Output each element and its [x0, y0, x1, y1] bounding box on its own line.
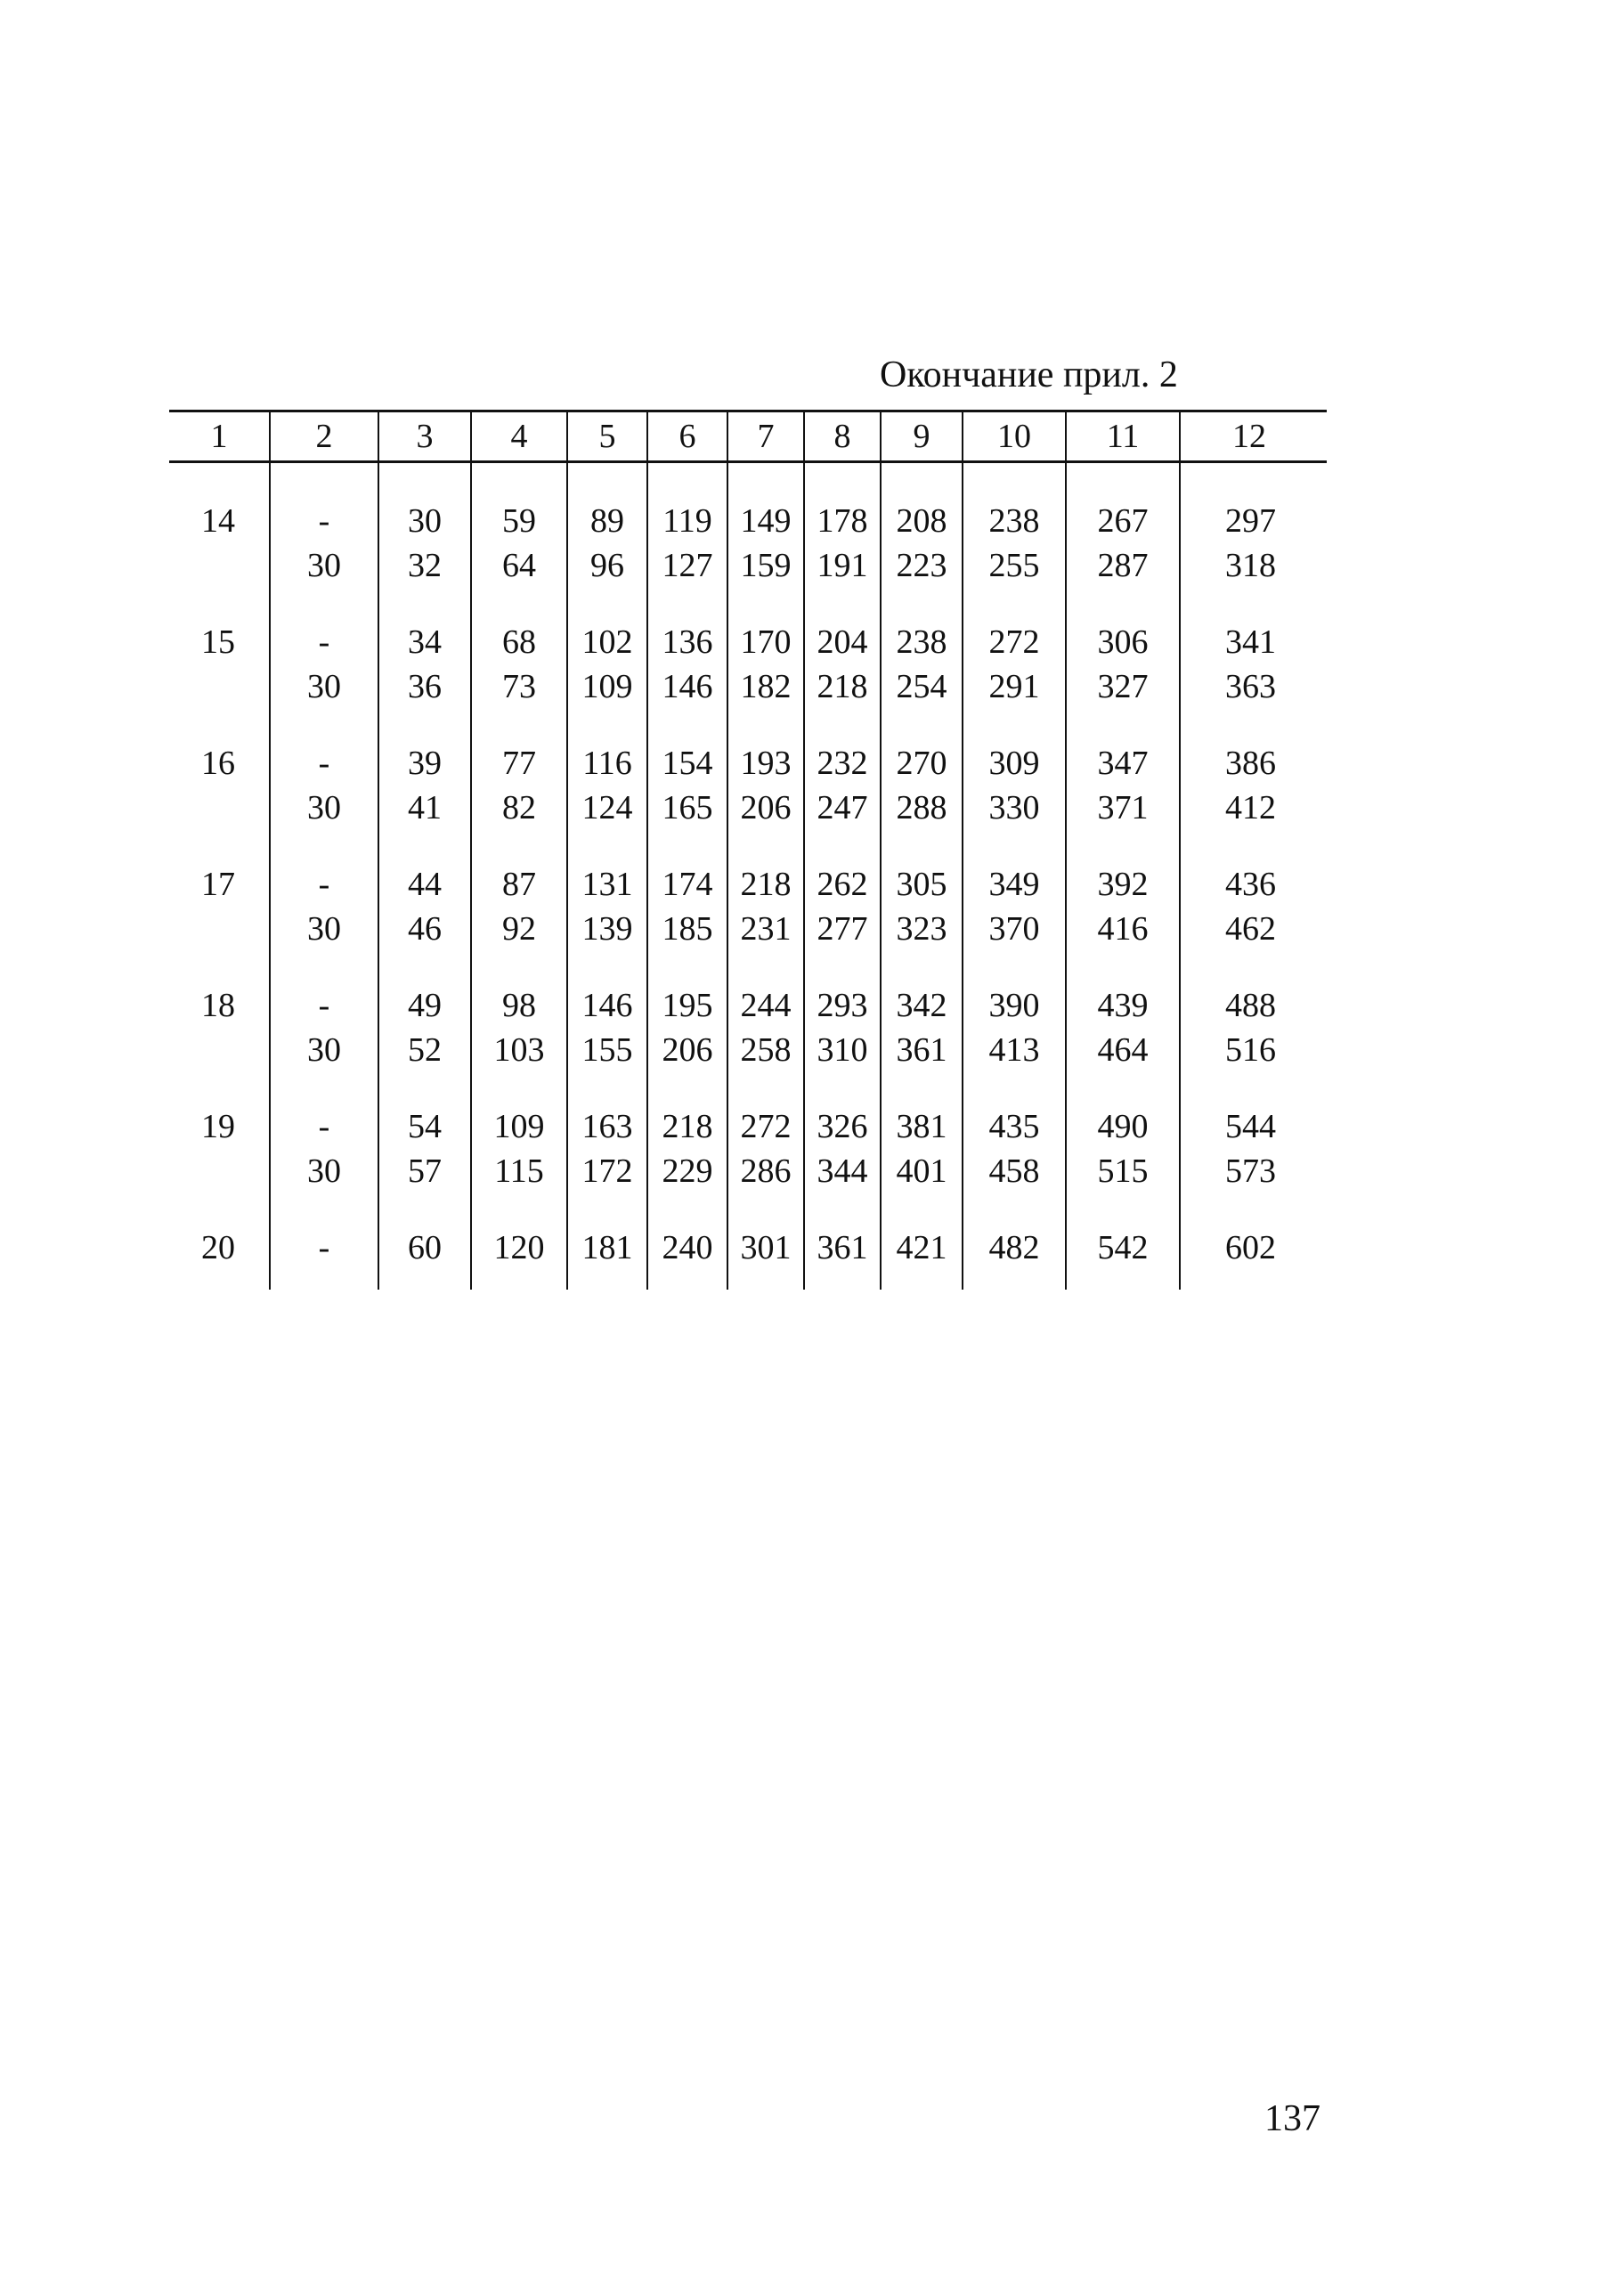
table-cell: 146	[567, 983, 647, 1028]
spacer-cell	[1180, 462, 1327, 500]
table-cell: 267	[1066, 499, 1180, 543]
table-cell: 127	[647, 543, 727, 588]
table-cell: 416	[1066, 907, 1180, 951]
table-cell: 174	[647, 862, 727, 907]
table-cell: 573	[1180, 1149, 1327, 1193]
table-cell: -	[270, 499, 378, 543]
spacer-cell	[804, 1072, 881, 1104]
table-row	[169, 1028, 1327, 1072]
spacer-cell	[270, 951, 378, 983]
spacer-cell	[1066, 830, 1180, 862]
table-cell: 41	[378, 786, 471, 830]
table-cell	[169, 786, 270, 830]
column-header: 5	[567, 411, 647, 462]
spacer-cell	[270, 1270, 378, 1290]
column-header: 2	[270, 411, 378, 462]
table-cell: 170	[727, 620, 804, 664]
spacer-cell	[378, 709, 471, 741]
table-cell: 159	[727, 543, 804, 588]
table-cell: 318	[1180, 543, 1327, 588]
spacer-cell	[727, 830, 804, 862]
table-cell: 77	[471, 741, 567, 786]
table-cell: 240	[647, 1225, 727, 1270]
table-cell: -	[270, 741, 378, 786]
table-cell: 223	[881, 543, 963, 588]
spacer-cell	[1066, 1193, 1180, 1225]
spacer-cell	[270, 588, 378, 620]
table-cell: 218	[727, 862, 804, 907]
table-cell: 30	[270, 907, 378, 951]
table-cell: -	[270, 1225, 378, 1270]
spacer-cell	[1180, 1270, 1327, 1290]
spacer-cell	[963, 1072, 1066, 1104]
table-row	[169, 620, 1327, 664]
table-cell	[169, 1149, 270, 1193]
table-cell: 116	[567, 741, 647, 786]
spacer-cell	[270, 1193, 378, 1225]
table-cell	[169, 664, 270, 709]
table-cell: 370	[963, 907, 1066, 951]
spacer-row	[169, 830, 1327, 862]
column-header: 12	[1180, 411, 1327, 462]
table-cell: 60	[378, 1225, 471, 1270]
spacer-cell	[1066, 588, 1180, 620]
table-row	[169, 1104, 1327, 1149]
table-cell: 327	[1066, 664, 1180, 709]
column-header: 4	[471, 411, 567, 462]
spacer-cell	[963, 1193, 1066, 1225]
table-cell: 270	[881, 741, 963, 786]
table-cell: -	[270, 1104, 378, 1149]
table-cell: 68	[471, 620, 567, 664]
spacer-cell	[963, 709, 1066, 741]
spacer-cell	[881, 1193, 963, 1225]
spacer-cell	[881, 1270, 963, 1290]
spacer-row	[169, 588, 1327, 620]
table-cell: 413	[963, 1028, 1066, 1072]
spacer-cell	[169, 1072, 270, 1104]
table-cell: 73	[471, 664, 567, 709]
table-cell: 401	[881, 1149, 963, 1193]
spacer-cell	[471, 951, 567, 983]
table-cell: 412	[1180, 786, 1327, 830]
table-cell: 124	[567, 786, 647, 830]
spacer-cell	[647, 462, 727, 500]
table-cell: 17	[201, 866, 235, 903]
table-cell: 342	[881, 983, 963, 1028]
table-cell: 119	[647, 499, 727, 543]
spacer-cell	[881, 462, 963, 500]
table-cell: 155	[567, 1028, 647, 1072]
table-cell: 305	[881, 862, 963, 907]
table-cell: 371	[1066, 786, 1180, 830]
table-cell: 89	[567, 499, 647, 543]
spacer-cell	[378, 588, 471, 620]
table-row	[169, 907, 1327, 951]
table-cell: 206	[647, 1028, 727, 1072]
table-cell: 421	[881, 1225, 963, 1270]
column-header: 9	[881, 411, 963, 462]
table-cell	[169, 907, 270, 951]
table-cell: 602	[1180, 1225, 1327, 1270]
table-cell: 182	[727, 664, 804, 709]
table-cell: 64	[471, 543, 567, 588]
spacer-cell	[378, 951, 471, 983]
table-cell: 310	[804, 1028, 881, 1072]
table-cell: 435	[963, 1104, 1066, 1149]
spacer-cell	[471, 709, 567, 741]
spacer-cell	[471, 1193, 567, 1225]
table-cell: 244	[727, 983, 804, 1028]
table-cell: 30	[270, 1149, 378, 1193]
table-cell: 109	[567, 664, 647, 709]
spacer-cell	[727, 588, 804, 620]
spacer-cell	[1066, 709, 1180, 741]
column-header: 6	[647, 411, 727, 462]
spacer-cell	[963, 588, 1066, 620]
table-cell: 204	[804, 620, 881, 664]
table-cell: 272	[963, 620, 1066, 664]
spacer-cell	[881, 830, 963, 862]
table-cell: -	[270, 983, 378, 1028]
spacer-cell	[804, 709, 881, 741]
table-cell: 258	[727, 1028, 804, 1072]
spacer-cell	[963, 462, 1066, 500]
table-row	[169, 1149, 1327, 1193]
table-cell: 293	[804, 983, 881, 1028]
table-cell: 102	[567, 620, 647, 664]
spacer-row	[169, 1193, 1327, 1225]
table-cell: 330	[963, 786, 1066, 830]
table-caption: Окончание прил. 2	[880, 354, 1178, 395]
spacer-cell	[647, 588, 727, 620]
spacer-cell	[471, 1072, 567, 1104]
table-cell: 36	[378, 664, 471, 709]
table-cell: 32	[378, 543, 471, 588]
spacer-cell	[647, 709, 727, 741]
table-cell: 323	[881, 907, 963, 951]
page-number: 137	[1264, 2098, 1320, 2139]
table-cell: 20	[201, 1229, 235, 1266]
spacer-row	[169, 1072, 1327, 1104]
table-cell: 462	[1180, 907, 1327, 951]
spacer-cell	[169, 1193, 270, 1225]
table-cell: 361	[881, 1028, 963, 1072]
spacer-cell	[1180, 830, 1327, 862]
spacer-cell	[567, 1193, 647, 1225]
table-cell: 287	[1066, 543, 1180, 588]
spacer-cell	[567, 709, 647, 741]
table-cell: 301	[727, 1225, 804, 1270]
spacer-cell	[378, 1270, 471, 1290]
table-cell: 98	[471, 983, 567, 1028]
spacer-cell	[1066, 1270, 1180, 1290]
table-cell: 218	[804, 664, 881, 709]
table-cell: 516	[1180, 1028, 1327, 1072]
spacer-cell	[727, 1270, 804, 1290]
table-cell: 19	[201, 1108, 235, 1145]
spacer-cell	[963, 830, 1066, 862]
spacer-cell	[378, 462, 471, 500]
table-cell: 255	[963, 543, 1066, 588]
spacer-cell	[1180, 1072, 1327, 1104]
spacer-cell	[567, 830, 647, 862]
table-cell: 191	[804, 543, 881, 588]
spacer-cell	[963, 951, 1066, 983]
spacer-cell	[881, 588, 963, 620]
spacer-cell	[804, 1270, 881, 1290]
table-cell: 347	[1066, 741, 1180, 786]
table-cell: 363	[1180, 664, 1327, 709]
table-cell: 195	[647, 983, 727, 1028]
table-cell: 30	[270, 1028, 378, 1072]
spacer-cell	[1180, 1193, 1327, 1225]
table-cell: 297	[1180, 499, 1327, 543]
table-row	[169, 786, 1327, 830]
table-cell: 44	[378, 862, 471, 907]
spacer-cell	[804, 588, 881, 620]
data-table	[169, 410, 1327, 1290]
table-cell: 82	[471, 786, 567, 830]
table-cell: 488	[1180, 983, 1327, 1028]
table-cell: 306	[1066, 620, 1180, 664]
table-cell: 464	[1066, 1028, 1180, 1072]
table-cell: 272	[727, 1104, 804, 1149]
table-cell: 34	[378, 620, 471, 664]
column-header: 3	[378, 411, 471, 462]
table-cell: 341	[1180, 620, 1327, 664]
table-cell: 57	[378, 1149, 471, 1193]
column-header: 11	[1066, 411, 1180, 462]
table-cell: 232	[804, 741, 881, 786]
table-row	[169, 862, 1327, 907]
spacer-cell	[727, 1072, 804, 1104]
spacer-cell	[1180, 709, 1327, 741]
spacer-cell	[270, 462, 378, 500]
table-cell: 52	[378, 1028, 471, 1072]
table-cell	[169, 543, 270, 588]
table-cell: 208	[881, 499, 963, 543]
table-cell: 262	[804, 862, 881, 907]
table-row	[169, 543, 1327, 588]
spacer-cell	[647, 1072, 727, 1104]
table-row	[169, 983, 1327, 1028]
table-cell: 18	[201, 987, 235, 1024]
spacer-cell	[378, 1072, 471, 1104]
table-cell: 103	[471, 1028, 567, 1072]
table-cell: 515	[1066, 1149, 1180, 1193]
table-cell: 92	[471, 907, 567, 951]
table-cell: 120	[471, 1225, 567, 1270]
table-cell: 231	[727, 907, 804, 951]
spacer-cell	[270, 709, 378, 741]
table-cell: 146	[647, 664, 727, 709]
spacer-cell	[647, 1270, 727, 1290]
table-cell: 131	[567, 862, 647, 907]
table-cell: 193	[727, 741, 804, 786]
spacer-cell	[378, 1193, 471, 1225]
spacer-cell	[727, 462, 804, 500]
table-cell: 39	[378, 741, 471, 786]
header-row	[169, 411, 1327, 462]
table-cell: -	[270, 862, 378, 907]
spacer-cell	[963, 1270, 1066, 1290]
table-cell: 206	[727, 786, 804, 830]
table-cell: 542	[1066, 1225, 1180, 1270]
table-cell: 286	[727, 1149, 804, 1193]
table-cell: 238	[963, 499, 1066, 543]
table-cell: 30	[270, 664, 378, 709]
table-cell: 238	[881, 620, 963, 664]
spacer-cell	[567, 588, 647, 620]
spacer-cell	[471, 1270, 567, 1290]
table-cell: 165	[647, 786, 727, 830]
column-header: 1	[169, 411, 270, 462]
table-cell: 30	[270, 543, 378, 588]
table-row	[169, 499, 1327, 543]
table-cell: 96	[567, 543, 647, 588]
table-cell: 390	[963, 983, 1066, 1028]
table-cell: 309	[963, 741, 1066, 786]
table-cell: 178	[804, 499, 881, 543]
spacer-cell	[881, 951, 963, 983]
spacer-cell	[169, 588, 270, 620]
table-cell: 386	[1180, 741, 1327, 786]
spacer-row	[169, 1270, 1327, 1290]
table-cell: 218	[647, 1104, 727, 1149]
spacer-cell	[378, 830, 471, 862]
table-cell: 344	[804, 1149, 881, 1193]
table-cell: 181	[567, 1225, 647, 1270]
spacer-cell	[647, 830, 727, 862]
table-cell: 46	[378, 907, 471, 951]
table-cell: 185	[647, 907, 727, 951]
table-cell: 139	[567, 907, 647, 951]
table-row	[169, 1225, 1327, 1270]
table-cell: 163	[567, 1104, 647, 1149]
table-cell: 109	[471, 1104, 567, 1149]
table-cell: 291	[963, 664, 1066, 709]
spacer-cell	[647, 951, 727, 983]
table-cell: 30	[378, 499, 471, 543]
table-cell: 482	[963, 1225, 1066, 1270]
spacer-cell	[169, 951, 270, 983]
spacer-cell	[727, 951, 804, 983]
table-cell: 439	[1066, 983, 1180, 1028]
table-cell: 149	[727, 499, 804, 543]
spacer-cell	[804, 462, 881, 500]
table-cell: 229	[647, 1149, 727, 1193]
spacer-cell	[647, 1193, 727, 1225]
table-cell: 14	[201, 502, 235, 540]
spacer-cell	[727, 1193, 804, 1225]
table-cell: 16	[201, 745, 235, 782]
table-cell: 436	[1180, 862, 1327, 907]
spacer-cell	[169, 1270, 270, 1290]
spacer-cell	[567, 951, 647, 983]
table-body	[169, 462, 1327, 1290]
table-cell: 115	[471, 1149, 567, 1193]
table-cell: 15	[201, 623, 235, 661]
spacer-cell	[804, 951, 881, 983]
spacer-cell	[804, 830, 881, 862]
table-cell: 361	[804, 1225, 881, 1270]
table-cell: 49	[378, 983, 471, 1028]
spacer-cell	[1066, 951, 1180, 983]
spacer-cell	[804, 1193, 881, 1225]
table-row	[169, 741, 1327, 786]
table-cell: 490	[1066, 1104, 1180, 1149]
table-cell: 381	[881, 1104, 963, 1149]
table-cell: 30	[270, 786, 378, 830]
table-cell: 87	[471, 862, 567, 907]
spacer-cell	[471, 588, 567, 620]
spacer-cell	[1180, 588, 1327, 620]
spacer-cell	[567, 1072, 647, 1104]
spacer-cell	[169, 462, 270, 500]
table-cell: 59	[471, 499, 567, 543]
spacer-cell	[169, 830, 270, 862]
spacer-row	[169, 462, 1327, 500]
spacer-cell	[1066, 462, 1180, 500]
table-cell: 172	[567, 1149, 647, 1193]
spacer-cell	[727, 709, 804, 741]
spacer-cell	[270, 1072, 378, 1104]
table-cell: 136	[647, 620, 727, 664]
table-cell: 326	[804, 1104, 881, 1149]
spacer-cell	[270, 830, 378, 862]
spacer-cell	[567, 462, 647, 500]
spacer-cell	[881, 1072, 963, 1104]
table-cell: 54	[378, 1104, 471, 1149]
spacer-cell	[471, 830, 567, 862]
spacer-cell	[567, 1270, 647, 1290]
table-cell: 247	[804, 786, 881, 830]
spacer-cell	[1180, 951, 1327, 983]
spacer-cell	[169, 709, 270, 741]
table-cell: 544	[1180, 1104, 1327, 1149]
table-cell: -	[270, 620, 378, 664]
spacer-cell	[881, 709, 963, 741]
table-row	[169, 664, 1327, 709]
table-cell: 254	[881, 664, 963, 709]
table-cell: 288	[881, 786, 963, 830]
column-header: 8	[804, 411, 881, 462]
spacer-cell	[471, 462, 567, 500]
spacer-row	[169, 709, 1327, 741]
column-header: 10	[963, 411, 1066, 462]
table-cell	[169, 1028, 270, 1072]
column-header: 7	[727, 411, 804, 462]
table-cell: 458	[963, 1149, 1066, 1193]
table-cell: 349	[963, 862, 1066, 907]
spacer-cell	[1066, 1072, 1180, 1104]
spacer-row	[169, 951, 1327, 983]
table-cell: 392	[1066, 862, 1180, 907]
table-cell: 277	[804, 907, 881, 951]
table-cell: 154	[647, 741, 727, 786]
